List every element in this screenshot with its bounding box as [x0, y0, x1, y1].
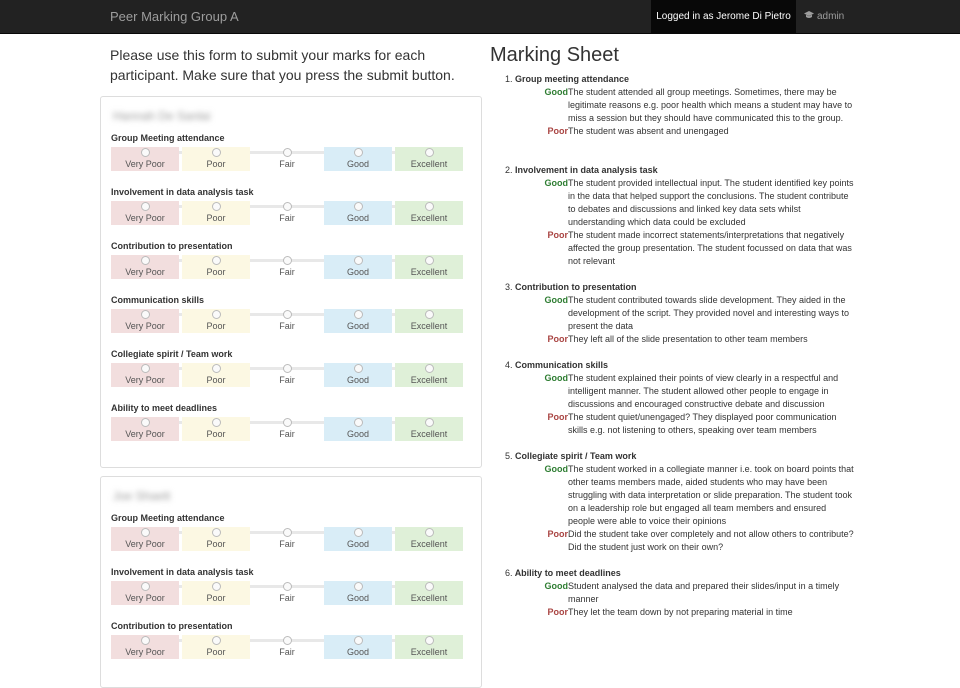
rating-radio[interactable]	[425, 148, 434, 157]
rating-radio[interactable]	[425, 636, 434, 645]
rating-radio[interactable]	[283, 418, 292, 427]
question-label: Group Meeting attendance	[111, 513, 225, 523]
rating-radio[interactable]	[212, 364, 221, 373]
rating-option-label: Fair	[279, 375, 295, 385]
rating-scale	[111, 147, 463, 171]
rating-option-label: Excellent	[410, 213, 448, 223]
rating-option-label: Good	[346, 539, 370, 549]
rating-option[interactable]	[253, 635, 321, 659]
criterion-title	[505, 281, 855, 294]
rating-option[interactable]	[395, 363, 463, 387]
rating-option-label: Very Poor	[125, 429, 165, 439]
criterion-title	[505, 567, 855, 580]
criterion-poor-row	[505, 528, 855, 554]
rating-radio[interactable]	[354, 256, 363, 265]
criterion-poor-text: The student was absent and unengaged	[568, 126, 729, 136]
rating-option-label: Excellent	[410, 159, 448, 169]
rating-radio[interactable]	[141, 202, 150, 211]
rating-option[interactable]	[324, 147, 392, 171]
rating-option-label: Fair	[279, 159, 295, 169]
rating-option[interactable]	[253, 363, 321, 387]
rating-option[interactable]	[182, 527, 250, 551]
rating-question	[111, 513, 463, 551]
brand-link[interactable]: Peer Marking Group A	[110, 9, 239, 24]
rating-option[interactable]	[324, 417, 392, 441]
question-label: Communication skills	[111, 295, 205, 305]
rating-scale	[111, 527, 463, 551]
criterion-number: 6.	[505, 568, 513, 578]
rating-radio[interactable]	[354, 418, 363, 427]
good-label: Good	[544, 464, 568, 474]
criterion-title-text: Collegiate spirit / Team work	[515, 451, 637, 461]
rating-radio[interactable]	[354, 582, 363, 591]
rating-radio[interactable]	[212, 528, 221, 537]
criterion-title-text: Group meeting attendance	[515, 74, 630, 84]
participant-name: Hannah De Sanlai	[113, 109, 211, 123]
rating-option[interactable]	[395, 255, 463, 279]
rating-option-label: Good	[346, 267, 370, 277]
rating-radio[interactable]	[141, 528, 150, 537]
rating-option-label: Excellent	[410, 647, 448, 657]
rating-option[interactable]	[395, 581, 463, 605]
rating-radio[interactable]	[425, 256, 434, 265]
good-label: Good	[544, 295, 568, 305]
criterion-number: 2.	[505, 165, 513, 175]
rating-option[interactable]	[111, 147, 179, 171]
rating-option[interactable]	[111, 635, 179, 659]
rating-radio[interactable]	[354, 310, 363, 319]
rating-option-label: Good	[346, 159, 370, 169]
admin-link[interactable]	[804, 0, 844, 33]
rating-option[interactable]	[395, 527, 463, 551]
criterion-title	[505, 359, 855, 372]
criterion-title-text: Contribution to presentation	[515, 282, 637, 292]
rating-option[interactable]	[324, 201, 392, 225]
criterion-good-row	[505, 372, 855, 411]
rating-option-label: Very Poor	[125, 647, 165, 657]
participant-panel	[100, 96, 482, 468]
question-label: Contribution to presentation	[111, 241, 233, 251]
rating-option[interactable]	[253, 147, 321, 171]
rating-option-label: Excellent	[410, 429, 448, 439]
rating-option[interactable]	[253, 255, 321, 279]
rating-radio[interactable]	[283, 528, 292, 537]
rating-radio[interactable]	[141, 310, 150, 319]
rating-option[interactable]	[324, 255, 392, 279]
criterion-poor-row	[505, 606, 855, 619]
rating-option-label: Excellent	[410, 267, 448, 277]
criterion-title-text: Communication skills	[515, 360, 609, 370]
rating-radio[interactable]	[354, 202, 363, 211]
rating-option-label: Very Poor	[125, 267, 165, 277]
marking-sheet-title: Marking Sheet	[490, 44, 619, 66]
rating-option-label: Fair	[279, 539, 295, 549]
rating-option[interactable]	[395, 309, 463, 333]
admin-label: admin	[817, 11, 845, 22]
criterion-number: 5.	[505, 451, 513, 461]
question-label: Group Meeting attendance	[111, 133, 225, 143]
rating-option-label: Good	[346, 647, 370, 657]
rating-option[interactable]	[111, 255, 179, 279]
rating-option-label: Fair	[279, 213, 295, 223]
rating-option[interactable]	[182, 309, 250, 333]
rating-radio[interactable]	[354, 528, 363, 537]
rating-question	[111, 241, 463, 279]
rating-question	[111, 133, 463, 171]
rating-radio[interactable]	[354, 364, 363, 373]
rating-option[interactable]	[324, 363, 392, 387]
criterion-poor-text: They left all of the slide presentation to other team members	[568, 334, 808, 344]
rating-option-label: Excellent	[410, 375, 448, 385]
criterion	[505, 450, 855, 554]
rating-radio[interactable]	[354, 148, 363, 157]
rating-option[interactable]	[182, 201, 250, 225]
criterion-title-text: Involvement in data analysis task	[515, 165, 658, 175]
rating-option[interactable]	[111, 201, 179, 225]
criterion-number: 3.	[505, 282, 513, 292]
criterion-good-row	[505, 177, 855, 229]
rating-scale	[111, 635, 463, 659]
rating-radio[interactable]	[425, 364, 434, 373]
criterion	[505, 359, 855, 437]
rating-option[interactable]	[111, 417, 179, 441]
rating-option-label: Good	[346, 375, 370, 385]
rating-option[interactable]	[182, 255, 250, 279]
rating-radio[interactable]	[425, 582, 434, 591]
rating-radio[interactable]	[141, 636, 150, 645]
rating-radio[interactable]	[283, 364, 292, 373]
rating-option[interactable]	[182, 417, 250, 441]
rating-radio[interactable]	[354, 636, 363, 645]
criterion	[505, 164, 855, 268]
rating-option-label: Poor	[206, 267, 226, 277]
rating-option-label: Poor	[206, 593, 226, 603]
criterion-title	[505, 73, 855, 86]
rating-radio[interactable]	[283, 256, 292, 265]
criterion-title	[505, 450, 855, 463]
rating-option-label: Very Poor	[125, 159, 165, 169]
rating-radio[interactable]	[141, 256, 150, 265]
rating-option-label: Fair	[279, 267, 295, 277]
question-label: Contribution to presentation	[111, 621, 233, 631]
rating-option[interactable]	[395, 417, 463, 441]
rating-question	[111, 295, 463, 333]
rating-scale	[111, 581, 463, 605]
rating-scale	[111, 309, 463, 333]
rating-option[interactable]	[111, 363, 179, 387]
intro-text: Please use this form to submit your marks for each participant. Make sure that you press the submit button.	[110, 47, 455, 83]
criterion-good-text: The student attended all group meetings. Sometimes, there may be legitimate reasons e.g. poor health which means a student may have to miss a session but they should have communicated this to the group.	[568, 87, 853, 123]
rating-option-label: Poor	[206, 647, 226, 657]
rating-radio[interactable]	[141, 364, 150, 373]
good-label: Good	[544, 373, 568, 383]
rating-option-label: Good	[346, 429, 370, 439]
poor-label: Poor	[547, 529, 568, 539]
rating-scale	[111, 363, 463, 387]
rating-option[interactable]	[182, 581, 250, 605]
rating-radio[interactable]	[425, 528, 434, 537]
rating-option-label: Very Poor	[125, 539, 165, 549]
rating-option[interactable]	[111, 581, 179, 605]
criterion	[505, 567, 855, 619]
good-label: Good	[544, 581, 568, 591]
rating-option-label: Good	[346, 213, 370, 223]
criterion-good-row	[505, 86, 855, 125]
rating-option-label: Poor	[206, 539, 226, 549]
rating-scale	[111, 255, 463, 279]
criterion-poor-text: The student quiet/unengaged? They displayed poor communication skills e.g. not listening to others, speaking over team members	[568, 412, 837, 435]
criterion-good-text: The student explained their points of view clearly in a respectful and intelligent manner. The student allowed other people to engage in discussions and encouraged constructive debate and discussion	[568, 373, 839, 409]
rating-option-label: Excellent	[410, 593, 448, 603]
rating-option[interactable]	[182, 635, 250, 659]
rating-option[interactable]	[324, 581, 392, 605]
rating-option[interactable]	[324, 635, 392, 659]
rating-option[interactable]	[182, 147, 250, 171]
good-label: Good	[544, 178, 568, 188]
criterion-title	[505, 164, 855, 177]
criterion-good-row	[505, 294, 855, 333]
poor-label: Poor	[547, 230, 568, 240]
rating-option[interactable]	[253, 309, 321, 333]
criterion-poor-row	[505, 125, 855, 138]
rating-option-label: Very Poor	[125, 375, 165, 385]
criterion-good-text: The student provided intellectual input. The student identified key points in the data that helped support the conclusions. The student contribute to debates and discussions and linked key data sets whilst understanding which data could be excluded	[568, 178, 854, 227]
rating-option-label: Poor	[206, 213, 226, 223]
rating-radio[interactable]	[425, 310, 434, 319]
question-label: Involvement in data analysis task	[111, 187, 254, 197]
rating-option[interactable]	[324, 527, 392, 551]
criterion-poor-text: The student made incorrect statements/interpretations that negatively affected the group presentation. The student focussed on data that was not relevant	[568, 230, 852, 266]
rating-option-label: Poor	[206, 321, 226, 331]
criterion-good-text: The student worked in a collegiate manner i.e. took on board points that other teams members made, aided students who may have been struggling with data interpretation or slide preparation. The student took on a leadership role but engaged all team members and ensured people were able to voice their opinions	[568, 464, 854, 526]
rating-radio[interactable]	[283, 582, 292, 591]
rating-radio[interactable]	[425, 202, 434, 211]
rating-radio[interactable]	[212, 636, 221, 645]
rating-option[interactable]	[253, 581, 321, 605]
participant-panel	[100, 476, 482, 688]
rating-option[interactable]	[395, 147, 463, 171]
criterion-poor-row	[505, 411, 855, 437]
rating-radio[interactable]	[425, 418, 434, 427]
criterion-good-row	[505, 580, 855, 606]
rating-option-label: Excellent	[410, 539, 448, 549]
rating-option-label: Very Poor	[125, 593, 165, 603]
rating-option-label: Poor	[206, 159, 226, 169]
criterion-good-text: Student analysed the data and prepared their slides/input in a timely manner	[568, 581, 840, 604]
criterion-poor-text: They let the team down by not preparing material in time	[568, 607, 793, 617]
rating-option[interactable]	[111, 309, 179, 333]
poor-label: Poor	[547, 334, 568, 344]
rating-question	[111, 187, 463, 225]
rating-radio[interactable]	[212, 202, 221, 211]
question-label: Collegiate spirit / Team work	[111, 349, 233, 359]
rating-option-label: Fair	[279, 321, 295, 331]
question-label: Involvement in data analysis task	[111, 567, 254, 577]
rating-option-label: Fair	[279, 593, 295, 603]
navbar	[0, 0, 960, 34]
rating-option[interactable]	[395, 635, 463, 659]
graduation-cap-icon	[804, 0, 814, 33]
rating-radio[interactable]	[283, 148, 292, 157]
criterion-title-text: Ability to meet deadlines	[514, 568, 621, 578]
rating-scale	[111, 417, 463, 441]
poor-label: Poor	[547, 126, 568, 136]
rating-radio[interactable]	[212, 418, 221, 427]
rating-option-label: Poor	[206, 429, 226, 439]
criterion-poor-row	[505, 333, 855, 346]
rating-radio[interactable]	[141, 148, 150, 157]
rating-radio[interactable]	[141, 418, 150, 427]
rating-option[interactable]	[182, 363, 250, 387]
poor-label: Poor	[547, 607, 568, 617]
rating-radio[interactable]	[283, 202, 292, 211]
question-label: Ability to meet deadlines	[111, 403, 218, 413]
criterion-poor-text: Did the student take over completely and not allow others to contribute? Did the student just work on their own?	[568, 529, 854, 552]
login-status[interactable]: Logged in as Jerome Di Pietro	[651, 0, 796, 33]
rating-radio[interactable]	[141, 582, 150, 591]
poor-label: Poor	[547, 412, 568, 422]
rating-option[interactable]	[253, 527, 321, 551]
rating-option[interactable]	[253, 201, 321, 225]
criterion-number: 1.	[505, 74, 513, 84]
rating-radio[interactable]	[212, 310, 221, 319]
participant-name: Joe Shaett	[113, 489, 171, 503]
rating-option-label: Fair	[279, 429, 295, 439]
rating-option-label: Fair	[279, 647, 295, 657]
rating-option-label: Good	[346, 593, 370, 603]
rating-option-label: Excellent	[410, 321, 448, 331]
rating-option-label: Good	[346, 321, 370, 331]
rating-option-label: Very Poor	[125, 321, 165, 331]
rating-scale	[111, 201, 463, 225]
rating-question	[111, 403, 463, 441]
rating-question	[111, 621, 463, 659]
rating-question	[111, 349, 463, 387]
criterion	[505, 281, 855, 346]
rating-option-label: Poor	[206, 375, 226, 385]
rating-option-label: Very Poor	[125, 213, 165, 223]
good-label: Good	[544, 87, 568, 97]
criterion-good-text: The student contributed towards slide development. They aided in the development of the script. They provided novel and interesting ways to present the data	[568, 295, 849, 331]
rating-option[interactable]	[111, 527, 179, 551]
criterion-good-row	[505, 463, 855, 528]
criterion	[505, 73, 855, 138]
rating-radio[interactable]	[283, 310, 292, 319]
rating-option[interactable]	[324, 309, 392, 333]
rating-radio[interactable]	[212, 148, 221, 157]
criterion-number: 4.	[505, 360, 513, 370]
rating-question	[111, 567, 463, 605]
rating-radio[interactable]	[283, 636, 292, 645]
rating-option[interactable]	[253, 417, 321, 441]
rating-option[interactable]	[395, 201, 463, 225]
rating-radio[interactable]	[212, 582, 221, 591]
criterion-poor-row	[505, 229, 855, 268]
rating-radio[interactable]	[212, 256, 221, 265]
